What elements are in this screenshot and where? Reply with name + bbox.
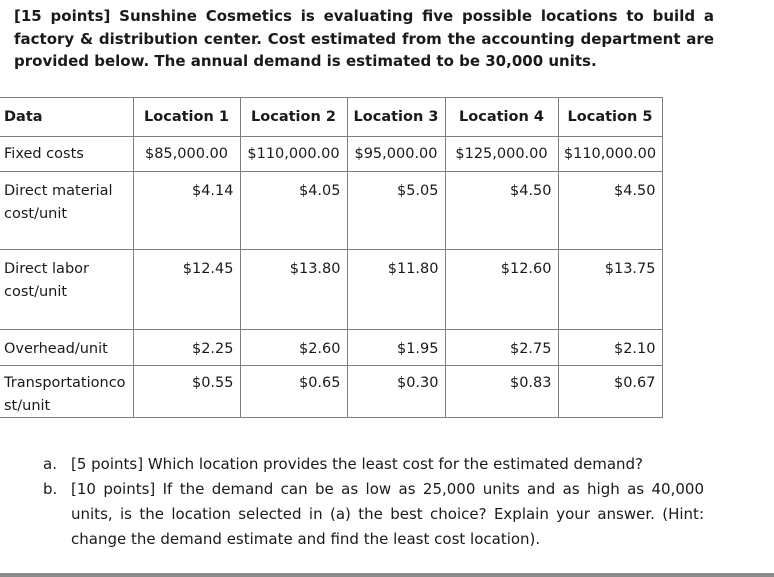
table-cell: $0.30 bbox=[347, 366, 445, 418]
table-cell: $1.95 bbox=[347, 330, 445, 366]
column-header: Location 3 bbox=[347, 98, 445, 137]
table-cell: $125,000.00 bbox=[445, 137, 558, 172]
column-header: Location 4 bbox=[445, 98, 558, 137]
question-item bbox=[0, 477, 704, 552]
column-header: Location 1 bbox=[133, 98, 240, 137]
column-header: Location 2 bbox=[240, 98, 347, 137]
table-row bbox=[0, 330, 662, 366]
bottom-divider bbox=[0, 573, 774, 577]
row-label: Fixed costs bbox=[0, 137, 133, 172]
table-cell: $0.55 bbox=[133, 366, 240, 418]
question-marker: a. bbox=[43, 455, 57, 473]
problem-statement: [15 points] Sunshine Cosmetics is evaluating five possible locations to build a factory & distribution center. Cost estimated from the accounting department are provided below. The annual demand is estimated to be 30,000 units. bbox=[14, 7, 714, 70]
question-text: [10 points] If the demand can be as low as 25,000 units and as high as 40,000 units, is the location selected in (a) the best choice? Explain your answer. (Hint: change the demand estimate and find the least cost location). bbox=[71, 480, 704, 548]
table-cell: $110,000.00 bbox=[240, 137, 347, 172]
table-cell: $95,000.00 bbox=[347, 137, 445, 172]
table-cell: $13.75 bbox=[558, 250, 662, 330]
table-row bbox=[0, 250, 662, 330]
table-cell: $4.14 bbox=[133, 172, 240, 250]
column-header: Location 5 bbox=[558, 98, 662, 137]
row-label: Direct material cost/unit bbox=[0, 172, 133, 250]
table-cell: $0.67 bbox=[558, 366, 662, 418]
table-cell: $12.60 bbox=[445, 250, 558, 330]
table-cell: $0.83 bbox=[445, 366, 558, 418]
row-label: Overhead/unit bbox=[0, 330, 133, 366]
row-label: Direct labor cost/unit bbox=[0, 250, 133, 330]
table-cell: $110,000.00 bbox=[558, 137, 662, 172]
question-list bbox=[0, 452, 774, 552]
table-cell: $85,000.00 bbox=[133, 137, 240, 172]
table-row bbox=[0, 137, 662, 172]
cost-table bbox=[0, 97, 663, 418]
table-cell: $4.50 bbox=[558, 172, 662, 250]
table-row bbox=[0, 366, 662, 418]
table-cell: $5.05 bbox=[347, 172, 445, 250]
table-cell: $12.45 bbox=[133, 250, 240, 330]
table-cell: $2.10 bbox=[558, 330, 662, 366]
table-cell: $11.80 bbox=[347, 250, 445, 330]
table-cell: $13.80 bbox=[240, 250, 347, 330]
table-cell: $2.75 bbox=[445, 330, 558, 366]
question-item bbox=[0, 452, 704, 477]
table-header-row bbox=[0, 98, 662, 137]
table-row bbox=[0, 172, 662, 250]
table-cell: $4.50 bbox=[445, 172, 558, 250]
column-header: Data bbox=[0, 98, 133, 137]
table-cell: $4.05 bbox=[240, 172, 347, 250]
question-marker: b. bbox=[43, 480, 58, 498]
table-cell: $0.65 bbox=[240, 366, 347, 418]
question-text: [5 points] Which location provides the least cost for the estimated demand? bbox=[71, 455, 644, 473]
table-cell: $2.25 bbox=[133, 330, 240, 366]
row-label: Transportationcost/unit bbox=[0, 366, 133, 418]
table-cell: $2.60 bbox=[240, 330, 347, 366]
